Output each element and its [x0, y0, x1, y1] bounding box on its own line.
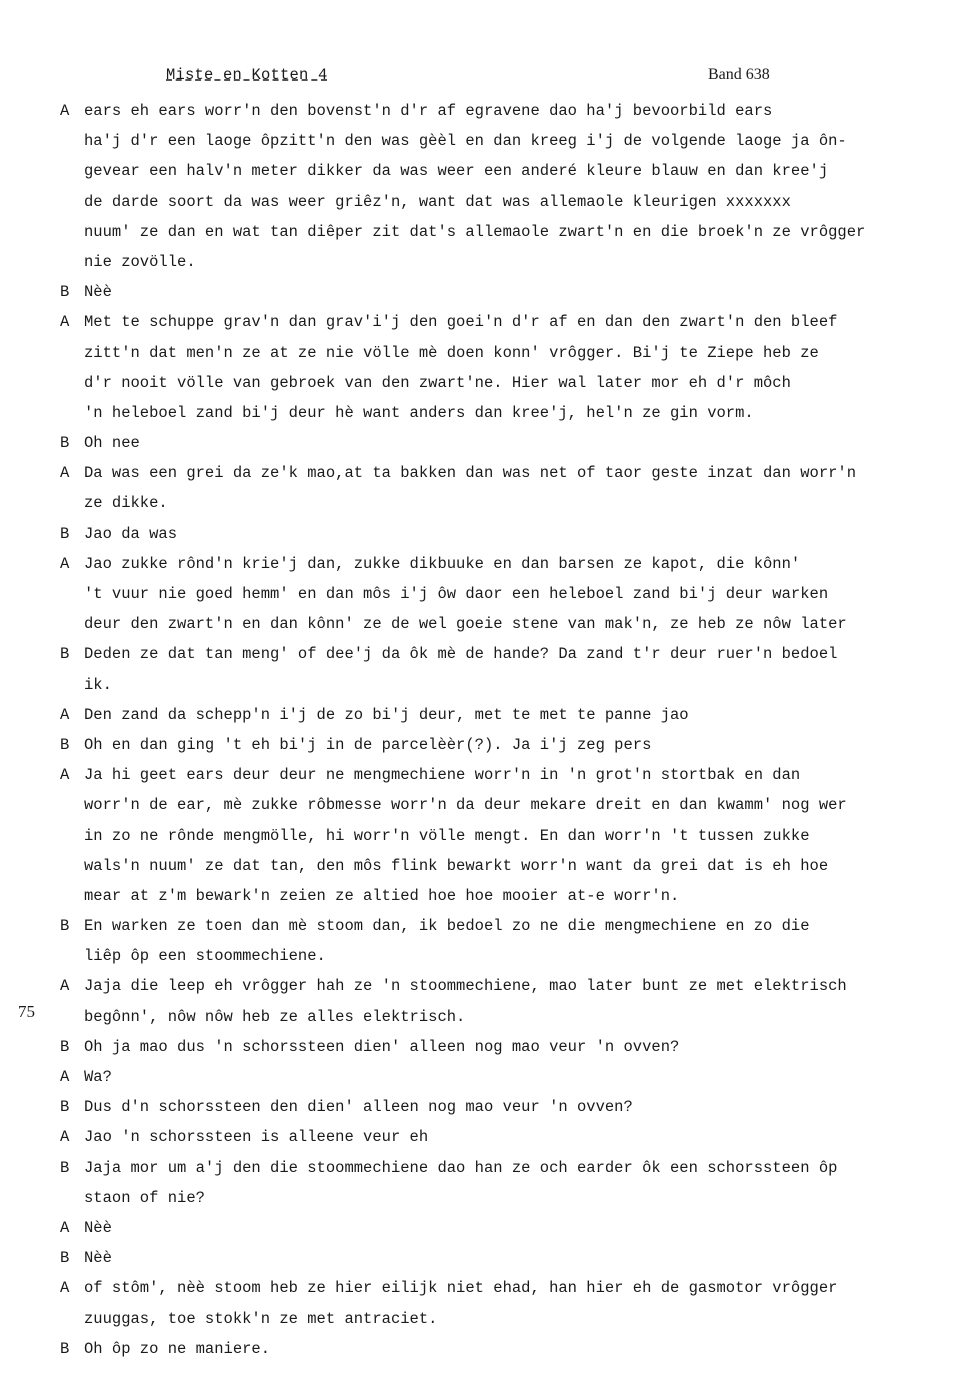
- transcript-line: [0, 1304, 979, 1334]
- transcript-line: [0, 277, 979, 307]
- speaker-label: A: [60, 464, 70, 483]
- line-text: Dus d'n schorssteen den dien' alleen nog mao veur 'n ovven?: [84, 1098, 633, 1117]
- header-title: Miste en Kotten 4: [166, 66, 328, 84]
- line-text: Jaja die leep eh vrôgger hah ze 'n stoommechiene, mao later bunt ze met elektrisch: [84, 977, 847, 996]
- transcript-line: [0, 368, 979, 398]
- line-text: Met te schuppe grav'n dan grav'i'j den goei'n d'r af en dan den zwart'n den bleef: [84, 313, 838, 332]
- line-text: Ja hi geet ears deur deur ne mengmechiene worr'n in 'n grot'n stortbak en dan: [84, 766, 801, 785]
- line-text: zuuggas, toe stokk'n ze met antraciet.: [84, 1309, 438, 1328]
- transcript-line: [0, 458, 979, 488]
- transcript-line: [0, 428, 979, 458]
- transcript-turn: [0, 1273, 979, 1333]
- transcript-line: [0, 1334, 979, 1364]
- transcript-turn: [0, 458, 979, 518]
- transcript-line: [0, 609, 979, 639]
- transcript-line: [0, 187, 979, 217]
- speaker-label: A: [60, 1279, 70, 1298]
- speaker-label: A: [60, 554, 70, 573]
- line-text: mear at z'm bewark'n zeien ze altied hoe hoe mooier at-e worr'n.: [84, 886, 680, 905]
- transcript-turn: [0, 519, 979, 549]
- transcript-turn: [0, 1032, 979, 1062]
- transcript-body: [0, 96, 979, 1364]
- transcript-turn: [0, 96, 979, 277]
- line-text: Jao da was: [84, 524, 178, 543]
- speaker-label: A: [60, 977, 70, 996]
- line-text: Oh ja mao dus 'n schorssteen dien' alleen nog mao veur 'n ovven?: [84, 1037, 680, 1056]
- speaker-label: B: [60, 917, 70, 936]
- speaker-label: A: [60, 102, 70, 120]
- speaker-label: B: [60, 1339, 70, 1358]
- transcript-line: [0, 881, 979, 911]
- transcript-line: [0, 730, 979, 760]
- transcript-line: [0, 247, 979, 277]
- speaker-label: A: [60, 766, 70, 785]
- transcript-turn: [0, 700, 979, 730]
- page-header: [0, 66, 979, 90]
- transcript-line: [0, 790, 979, 820]
- transcript-turn: [0, 1213, 979, 1243]
- line-text: Oh en dan ging 't eh bi'j in de parcelèèr(?). Ja i'j zeg pers: [84, 735, 652, 754]
- transcript-line: [0, 670, 979, 700]
- line-text: Wa?: [84, 1068, 112, 1086]
- speaker-label: A: [60, 705, 70, 724]
- line-text: staon of nie?: [84, 1188, 205, 1207]
- transcript-turn: [0, 760, 979, 911]
- transcript-line: [0, 1243, 979, 1273]
- line-text: worr'n de ear, mè zukke rôbmesse worr'n da deur mekare dreit en dan kwamm' nog wer: [84, 796, 847, 815]
- line-text: begônn', nôw nôw heb ze alles elektrisch.: [84, 1007, 466, 1026]
- transcript-line: [0, 639, 979, 669]
- transcript-turn: [0, 1062, 979, 1092]
- transcript-line: [0, 760, 979, 790]
- transcript-line: [0, 1092, 979, 1122]
- transcript-turn: [0, 971, 979, 1031]
- line-text: ears eh ears worr'n den bovenst'n d'r af egravene dao ha'j bevoorbild ears: [84, 102, 773, 120]
- transcript-line: [0, 851, 979, 881]
- transcript-line: [0, 488, 979, 518]
- speaker-label: A: [60, 1068, 70, 1086]
- transcript-line: [0, 700, 979, 730]
- transcript-line: [0, 307, 979, 337]
- transcript-line: [0, 1183, 979, 1213]
- speaker-label: B: [60, 524, 70, 543]
- speaker-label: A: [60, 1218, 70, 1237]
- transcript-line: [0, 1002, 979, 1032]
- transcript-turn: [0, 1243, 979, 1273]
- transcript-turn: [0, 911, 979, 971]
- transcript-turn: [0, 277, 979, 307]
- line-text: 't vuur nie goed hemm' en dan môs i'j ôw daor een heleboel zand bi'j deur warken: [84, 585, 829, 603]
- transcript-line: [0, 338, 979, 368]
- line-text: Jaja mor um a'j den die stoommechiene dao han ze och earder ôk een schorssteen ôp: [84, 1158, 838, 1177]
- transcript-line: [0, 126, 979, 156]
- transcript-line: [0, 549, 979, 579]
- transcript-turn: [0, 1153, 979, 1213]
- transcript-turn: [0, 639, 979, 699]
- line-text: Da was een grei da ze'k mao,at ta bakken dan was net of taor geste inzat dan worr'n: [84, 464, 857, 483]
- line-text: of stôm', nèè stoom heb ze hier eilijk niet ehad, han hier eh de gasmotor vrôgger: [84, 1279, 838, 1298]
- line-text: de darde soort da was weer griêz'n, want dat was allemaole kleurigen xxxxxxx: [84, 192, 791, 211]
- transcript-turn: [0, 1092, 979, 1122]
- speaker-label: A: [60, 1128, 70, 1147]
- line-text: deur den zwart'n en dan kônn' ze de wel goeie stene van mak'n, ze heb ze nôw later: [84, 615, 847, 634]
- line-text: Den zand da schepp'n i'j de zo bi'j deur, met te met te panne jao: [84, 705, 689, 724]
- transcript-line: [0, 941, 979, 971]
- transcript-line: [0, 821, 979, 851]
- transcript-turn: [0, 1122, 979, 1152]
- transcript-turn: [0, 307, 979, 428]
- speaker-label: B: [60, 1037, 70, 1056]
- line-text: ze dikke.: [84, 494, 168, 513]
- line-text: Oh ôp zo ne maniere.: [84, 1339, 271, 1358]
- speaker-label: B: [60, 283, 70, 302]
- transcript-line: [0, 96, 979, 126]
- margin-line-number: 75: [18, 1002, 35, 1021]
- transcript-line: [0, 156, 979, 186]
- line-text: Jao zukke rônd'n krie'j dan, zukke dikbuuke en dan barsen ze kapot, die kônn': [84, 554, 801, 573]
- transcript-line: [0, 1122, 979, 1152]
- transcript-turn: [0, 1334, 979, 1364]
- speaker-label: B: [60, 645, 70, 664]
- line-text: En warken ze toen dan mè stoom dan, ik bedoel zo ne die mengmechiene en zo die: [84, 917, 810, 936]
- speaker-label: B: [60, 735, 70, 754]
- line-text: Oh nee: [84, 434, 140, 453]
- band-number: Band 638: [708, 66, 770, 83]
- transcript-line: [0, 1273, 979, 1303]
- line-text: wals'n nuum' ze dat tan, den môs flink bewarkt worr'n want da grei dat is eh hoe: [84, 856, 829, 875]
- transcript-line: [0, 1213, 979, 1243]
- line-text: Nèè: [84, 283, 112, 302]
- transcript-line: [0, 217, 979, 247]
- line-text: ha'j d'r een laoge ôpzitt'n den was gèèl en dan kreeg i'j de volgende laoge ja ôn-: [84, 132, 847, 151]
- line-text: Nèè: [84, 1249, 112, 1268]
- transcript-line: [0, 579, 979, 609]
- speaker-label: A: [60, 313, 70, 332]
- transcript-line: [0, 519, 979, 549]
- speaker-label: B: [60, 1098, 70, 1117]
- speaker-label: B: [60, 434, 70, 453]
- line-text: zitt'n dat men'n ze at ze nie völle mè doen konn' vrôgger. Bi'j te Ziepe heb ze: [84, 343, 819, 362]
- transcript-line: [0, 1032, 979, 1062]
- transcript-line: [0, 398, 979, 428]
- transcript-line: [0, 1062, 979, 1092]
- line-text: Nèè: [84, 1218, 112, 1237]
- line-text: Jao 'n schorssteen is alleene veur eh: [84, 1128, 429, 1147]
- transcript-line: [0, 1153, 979, 1183]
- line-text: nuum' ze dan en wat tan diêper zit dat's allemaole zwart'n en die broek'n ze vrôgger: [84, 222, 866, 241]
- line-text: 'n heleboel zand bi'j deur hè want anders dan kree'j, hel'n ze gin vorm.: [84, 403, 754, 422]
- line-text: Deden ze dat tan meng' of dee'j da ôk mè de hande? Da zand t'r deur ruer'n bedoel: [84, 645, 838, 664]
- speaker-label: B: [60, 1158, 70, 1177]
- transcript-turn: [0, 428, 979, 458]
- line-text: nie zovölle.: [84, 252, 196, 271]
- line-text: gevear een halv'n meter dikker da was weer een anderé kleure blauw en dan kree'j: [84, 162, 829, 181]
- transcript-turn: [0, 549, 979, 640]
- transcript-line: [0, 971, 979, 1001]
- speaker-label: B: [60, 1249, 70, 1268]
- line-text: liêp ôp een stoommechiene.: [84, 947, 326, 966]
- line-text: ik.: [84, 675, 112, 694]
- transcript-turn: [0, 730, 979, 760]
- transcript-line: [0, 911, 979, 941]
- line-text: in zo ne rônde mengmölle, hi worr'n völle mengt. En dan worr'n 't tussen zukke: [84, 826, 810, 845]
- line-text: d'r nooit völle van gebroek van den zwart'ne. Hier wal later mor eh d'r môch: [84, 373, 791, 392]
